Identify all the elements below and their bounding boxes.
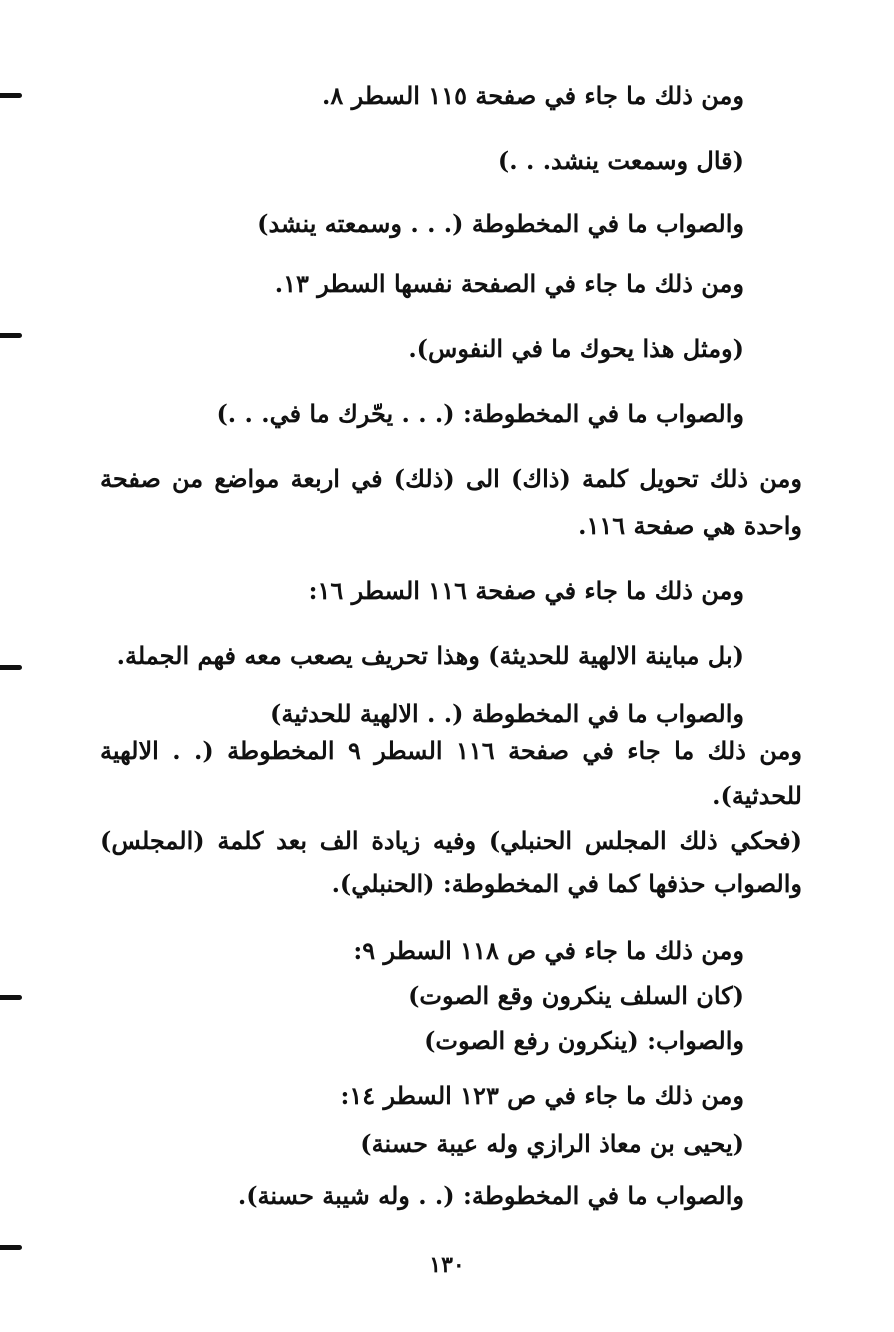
text-line: والصواب ما في المخطوطة: (. . . يحّرك ما في. . .) [216,399,744,428]
text-line: ومن ذلك ما جاء في صفحة ١١٦ السطر ٩ المخطوطة (. . الالهية [100,736,803,765]
text-line: ومن ذلك ما جاء في الصفحة نفسها السطر ١٣. [274,269,744,298]
margin-mark [0,93,22,98]
text-line: ومن ذلك ما جاء في ص ١١٨ السطر ٩: [353,936,744,965]
text-line: والصواب حذفها كما في المخطوطة: (الحنبلي). [331,869,802,898]
text-line: (فحكي ذلك المجلس الحنبلي) وفيه زيادة الف بعد كلمة (المجلس) [100,826,802,855]
text-line: (ومثل هذا يحوك ما في النفوس). [408,334,744,363]
text-line: والصواب ما في المخطوطة (. . الالهية للحدثية) [270,699,744,728]
margin-mark [0,995,22,1000]
text-line: ومن ذلك ما جاء في صفحة ١١٦ السطر ١٦: [308,576,744,605]
text-line: (يحيى بن معاذ الرازي وله عيبة حسنة) [360,1129,744,1158]
text-line: (قال وسمعت ينشد. . .) [497,146,744,175]
text-line: ومن ذلك ما جاء في صفحة ١١٥ السطر ٨. [322,81,744,110]
text-line: والصواب ما في المخطوطة (. . . وسمعته ينشد) [257,209,744,238]
text-line: للحدثية). [712,781,802,810]
text-line: والصواب: (ينكرون رفع الصوت) [424,1026,744,1055]
text-line: واحدة هي صفحة ١١٦. [578,511,802,540]
page-number: ١٣٠ [429,1252,465,1278]
text-line: والصواب ما في المخطوطة: (. . وله شيبة حسنة). [237,1181,744,1210]
text-line: (كان السلف ينكرون وقع الصوت) [408,981,744,1010]
text-line: (بل مباينة الالهية للحديثة) وهذا تحريف يصعب معه فهم الجملة. [116,641,744,670]
margin-mark [0,333,22,338]
margin-mark [0,665,22,670]
text-line: ومن ذلك ما جاء في ص ١٢٣ السطر ١٤: [340,1081,744,1110]
text-line: ومن ذلك تحويل كلمة (ذاك) الى (ذلك) في اربعة مواضع من صفحة [100,464,802,493]
